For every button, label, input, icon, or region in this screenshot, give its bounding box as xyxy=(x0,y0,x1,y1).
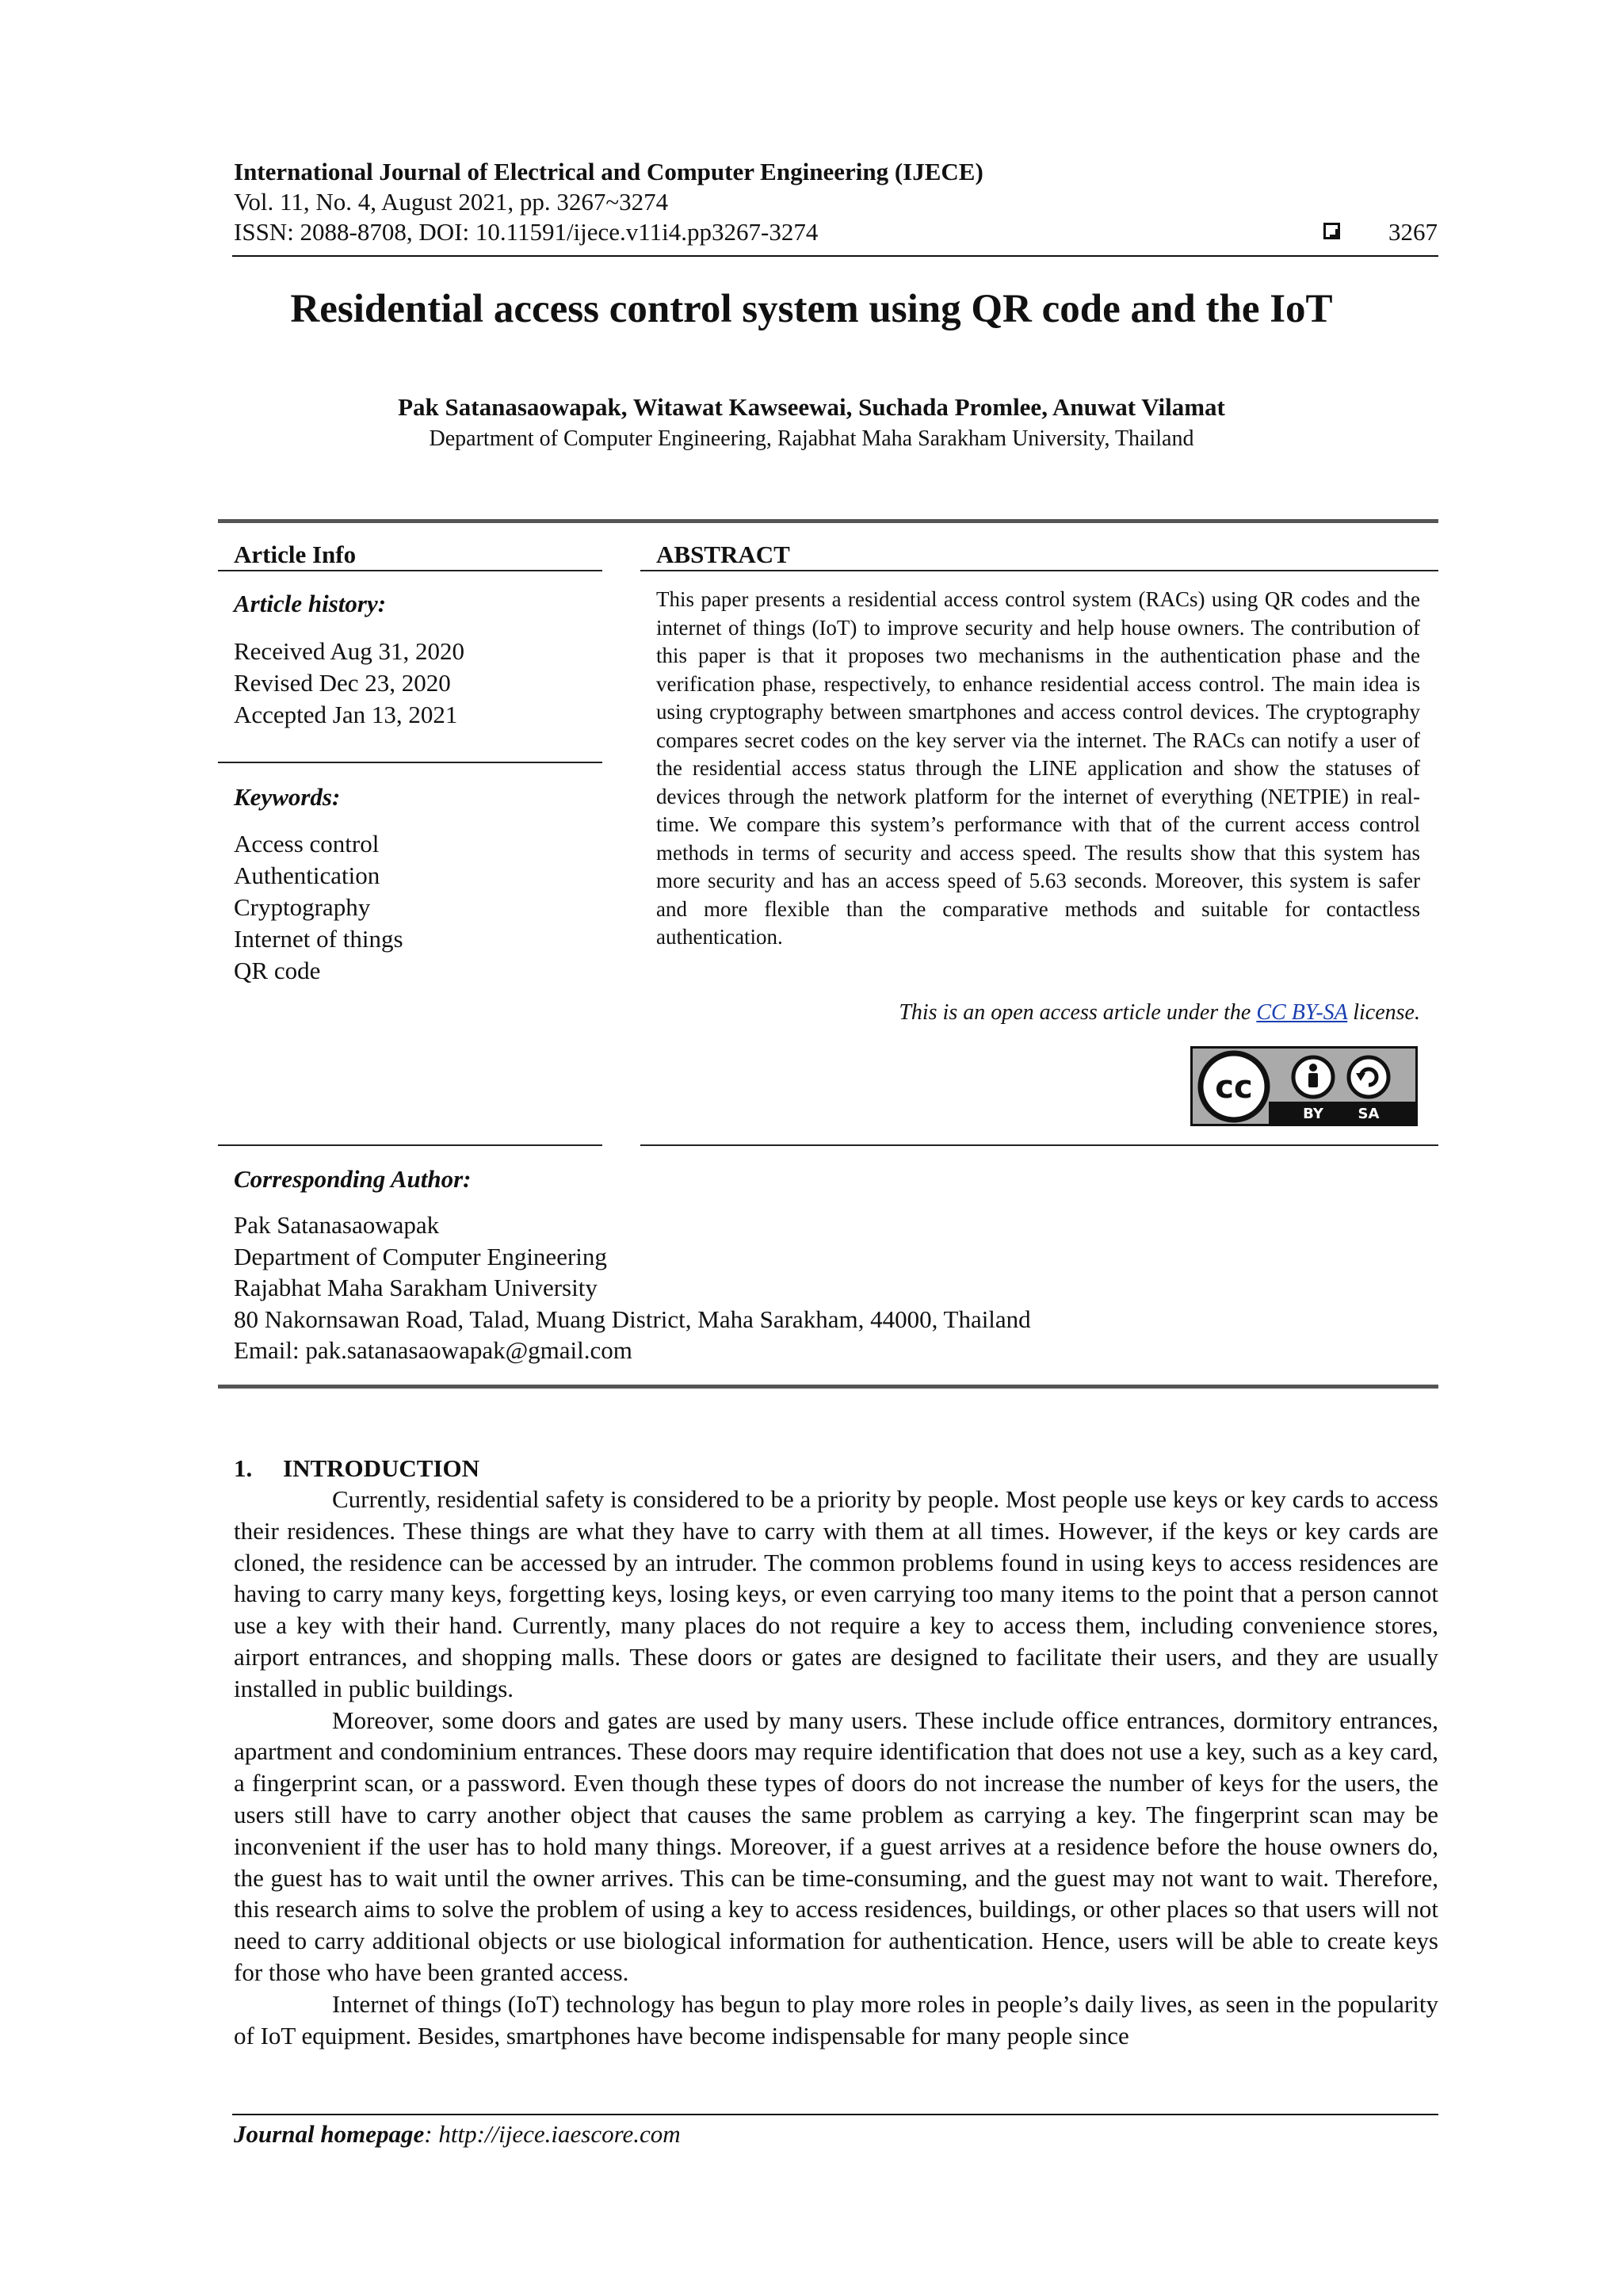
footer-rule xyxy=(232,2114,1438,2115)
svg-text:cc: cc xyxy=(1215,1069,1253,1106)
license-prefix: This is an open access article under the xyxy=(899,1000,1257,1025)
cc-by-sa-badge-icon xyxy=(1190,1046,1418,1126)
journal-homepage-label: Journal homepage xyxy=(234,2120,425,2148)
corresponding-department: Department of Computer Engineering xyxy=(234,1243,607,1270)
header-rule xyxy=(232,255,1438,257)
introduction-paragraph: Moreover, some doors and gates are used by many users. These include office entrances, dormitory entrances, apartment and condominium entrances. These doors may require identification that does not use a key, such as a key card, a fingerprint scan, or a password. Even though these types of doors do not increase the number of keys for the users, the users still have to carry another object that causes the same problem as carrying a key. The fingerprint scan may be inconvenient if the user has to hold many things. Moreover, if a guest arrives at a residence before the house owners do, the guest has to wait until the owner arrives. This can be time-consuming, and the guest may not want to wait. Therefore, this research aims to solve the problem of using a key to access residences, buildings, or other places so that users will not need to carry additional objects or use biological information for authentication. Hence, users will be able to create keys for those who have been granted access. xyxy=(234,1706,1438,1986)
keywords-heading: Keywords: xyxy=(234,783,341,811)
keyword-item: Authentication xyxy=(234,861,380,889)
keyword-item: Access control xyxy=(234,830,380,858)
author-list: Pak Satanasaowapak, Witawat Kawseewai, Suchada Promlee, Anuwat Vilamat xyxy=(398,393,1225,421)
license-statement xyxy=(899,999,1420,1027)
info-box-top-rule xyxy=(218,519,1438,523)
journal-volume: Vol. 11, No. 4, August 2021, pp. 3267~3274 xyxy=(234,188,669,216)
article-history-heading: Article history: xyxy=(234,590,387,617)
affiliation: Department of Computer Engineering, Rajabhat Maha Sarakham University, Thailand xyxy=(429,426,1194,451)
article-info-rule xyxy=(218,570,602,571)
journal-homepage xyxy=(234,2118,681,2150)
checkbox-icon xyxy=(1323,223,1340,239)
journal-homepage-url[interactable]: : http://ijece.iaescore.com xyxy=(424,2120,681,2148)
license-suffix: license. xyxy=(1347,1000,1420,1025)
introduction-body xyxy=(234,1484,1438,2051)
keyword-item: Cryptography xyxy=(234,893,371,921)
corresponding-university: Rajabhat Maha Sarakham University xyxy=(234,1274,598,1301)
abstract-heading: ABSTRACT xyxy=(656,541,790,568)
journal-issn-doi: ISSN: 2088-8708, DOI: 10.11591/ijece.v11i4.pp3267-3274 xyxy=(234,218,819,246)
history-accepted: Accepted Jan 13, 2021 xyxy=(234,701,458,728)
paper-title: Residential access control system using QR code and the IoT xyxy=(290,287,1333,331)
badge-sa-label: SA xyxy=(1358,1106,1380,1122)
badge-by-label: BY xyxy=(1303,1106,1323,1122)
history-revised: Revised Dec 23, 2020 xyxy=(234,669,451,697)
abstract-bottom-rule xyxy=(640,1144,1438,1146)
keyword-item: Internet of things xyxy=(234,925,403,953)
history-rule xyxy=(218,762,602,763)
corresponding-name: Pak Satanasaowapak xyxy=(234,1211,440,1239)
keyword-item: QR code xyxy=(234,957,321,984)
corresponding-address: 80 Nakornsawan Road, Talad, Muang District, Maha Sarakham, 44000, Thailand xyxy=(234,1305,1031,1333)
introduction-paragraph: Currently, residential safety is considered to be a priority by people. Most people use keys or key cards to access their residences. These things are what they have to carry with them at all times. However, if the keys or key cards are cloned, the residence can be accessed by an intruder. The common problems found in using keys to access residences are having to carry many keys, forgetting keys, losing keys, or even carrying too many items to the point that a person cannot use a key with their hand. Currently, many places do not require a key to access them, including convenience stores, airport entrances, and shopping malls. These doors or gates are designed to facilitate their users, and they are usually installed in public buildings. xyxy=(234,1485,1438,1702)
corresponding-email: Email: pak.satanasaowapak@gmail.com xyxy=(234,1336,632,1364)
abstract-text: This paper presents a residential access control system (RACs) using QR codes and the internet of things (IoT) to improve security and help house owners. The contribution of this paper is that it proposes two mechanisms in the authentication phase and the verification phase, respectively, to enhance residential access control. The main idea is using cryptography between smartphones and access control devices. The cryptography compares secret codes on the key server via the internet. The RACs can notify a user of the residential access status through the LINE application and show the statuses of devices through the network platform for the internet of everything (NETPIE) in real-time. We compare this system’s performance with that of the current access control methods in terms of security and access speed. The results show that this system has more security and has an access speed of 5.63 seconds. Moreover, this system is safer and more flexible than the comparative methods and suitable for contactless authentication. xyxy=(656,587,1420,949)
history-received: Received Aug 31, 2020 xyxy=(234,637,465,665)
article-info-heading: Article Info xyxy=(234,541,357,568)
introduction-heading: 1. INTRODUCTION xyxy=(234,1454,480,1482)
introduction-paragraph: Internet of things (IoT) technology has begun to play more roles in people’s daily lives, as seen in the popularity of IoT equipment. Besides, smartphones have become indispensable for many people since xyxy=(234,1989,1438,2050)
abstract-rule xyxy=(640,570,1438,571)
article-info-bottom-rule xyxy=(218,1144,602,1146)
cc-by-sa-link[interactable]: CC BY-SA xyxy=(1256,1000,1348,1025)
info-box-bottom-rule xyxy=(218,1385,1438,1389)
journal-name: International Journal of Electrical and Computer Engineering (IJECE) xyxy=(234,158,983,185)
page-number: 3267 xyxy=(1388,218,1438,246)
corresponding-author-heading: Corresponding Author: xyxy=(234,1165,472,1193)
